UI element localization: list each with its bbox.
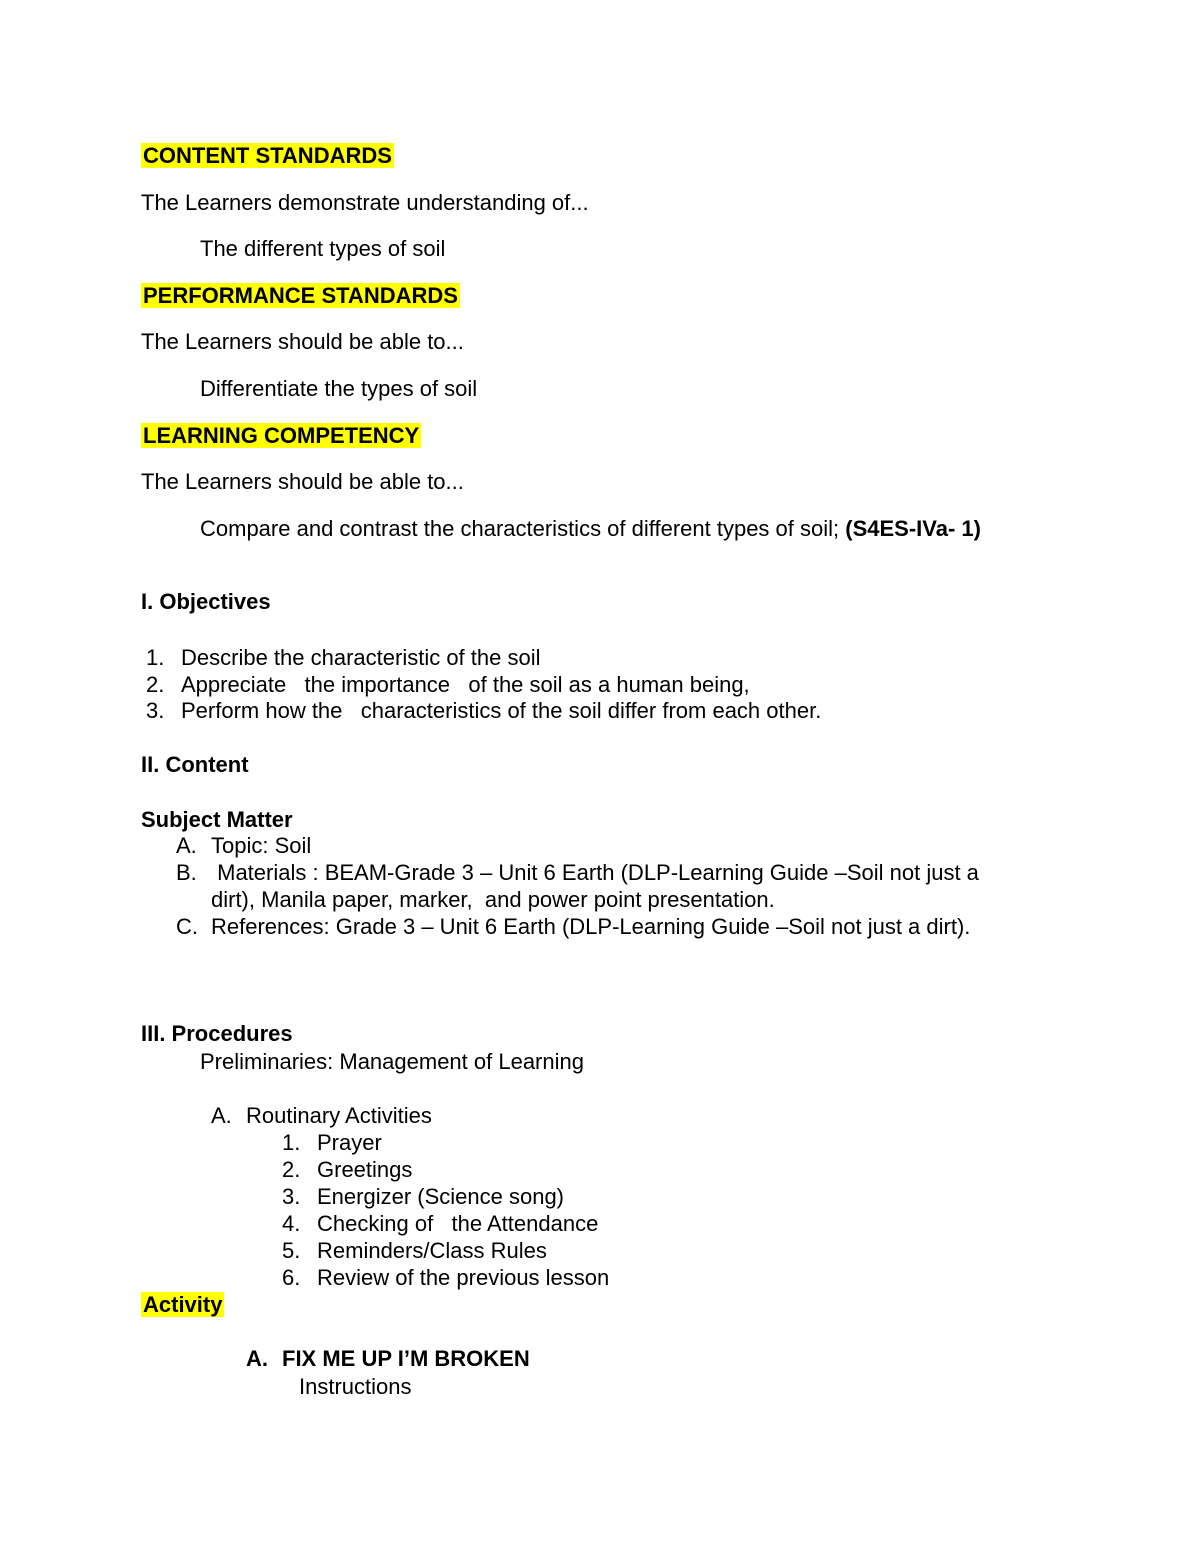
- routinary-activities: Routinary Activities: [246, 1103, 432, 1128]
- step-number: 3.: [282, 1184, 301, 1209]
- step-number: 1.: [282, 1130, 301, 1155]
- step-number: 2.: [282, 1157, 301, 1182]
- step-number: 4.: [282, 1211, 301, 1236]
- learning-competency-heading: LEARNING COMPETENCY: [143, 423, 420, 448]
- step-item: Review of the previous lesson: [317, 1265, 610, 1290]
- procedures-heading: III. Procedures: [141, 1021, 293, 1046]
- objective-number: 1.: [146, 645, 165, 670]
- step-item: Prayer: [317, 1130, 382, 1155]
- activity-heading: Activity: [143, 1292, 223, 1317]
- objective-item: Describe the characteristic of the soil: [181, 645, 541, 670]
- content-item-materials: Materials : BEAM-Grade 3 – Unit 6 Earth (DLP-Learning Guide –Soil not just a: [211, 860, 979, 885]
- content-item-topic: Topic: Soil: [211, 833, 312, 858]
- content-standards-lead: The Learners demonstrate understanding of...: [141, 190, 589, 215]
- objective-number: 3.: [146, 698, 165, 723]
- content-heading: II. Content: [141, 752, 249, 777]
- learning-competency-item: Compare and contrast the characteristics of different types of soil;: [200, 516, 840, 541]
- objective-item: Appreciate the importance of the soil as a human being,: [181, 672, 750, 697]
- step-number: 5.: [282, 1238, 301, 1263]
- activity-title: FIX ME UP I’M BROKEN: [282, 1346, 530, 1371]
- performance-standards-item: Differentiate the types of soil: [200, 376, 478, 401]
- routinary-letter: A.: [211, 1103, 232, 1128]
- activity-instructions: Instructions: [299, 1374, 412, 1399]
- content-item-materials-cont: dirt), Manila paper, marker, and power point presentation.: [211, 887, 775, 912]
- objective-item: Perform how the characteristics of the soil differ from each other.: [181, 698, 822, 723]
- activity-letter: A.: [246, 1346, 268, 1371]
- learning-competency-lead: The Learners should be able to...: [141, 469, 464, 494]
- content-letter: A.: [176, 833, 197, 858]
- content-item-references: References: Grade 3 – Unit 6 Earth (DLP-Learning Guide –Soil not just a dirt).: [211, 914, 971, 939]
- step-item: Reminders/Class Rules: [317, 1238, 547, 1263]
- performance-standards-lead: The Learners should be able to...: [141, 329, 464, 354]
- content-standards-heading: CONTENT STANDARDS: [143, 143, 392, 168]
- step-number: 6.: [282, 1265, 301, 1290]
- step-item: Greetings: [317, 1157, 413, 1182]
- step-item: Checking of the Attendance: [317, 1211, 599, 1236]
- step-item: Energizer (Science song): [317, 1184, 565, 1209]
- subject-matter-heading: Subject Matter: [141, 807, 293, 832]
- preliminaries: Preliminaries: Management of Learning: [200, 1049, 584, 1074]
- competency-code: (S4ES-IVa- 1): [845, 516, 981, 541]
- objectives-heading: I. Objectives: [141, 589, 271, 614]
- performance-standards-heading: PERFORMANCE STANDARDS: [143, 283, 458, 308]
- content-letter: C.: [176, 914, 198, 939]
- content-letter: B.: [176, 860, 197, 885]
- content-standards-item: The different types of soil: [200, 236, 446, 261]
- objective-number: 2.: [146, 672, 165, 697]
